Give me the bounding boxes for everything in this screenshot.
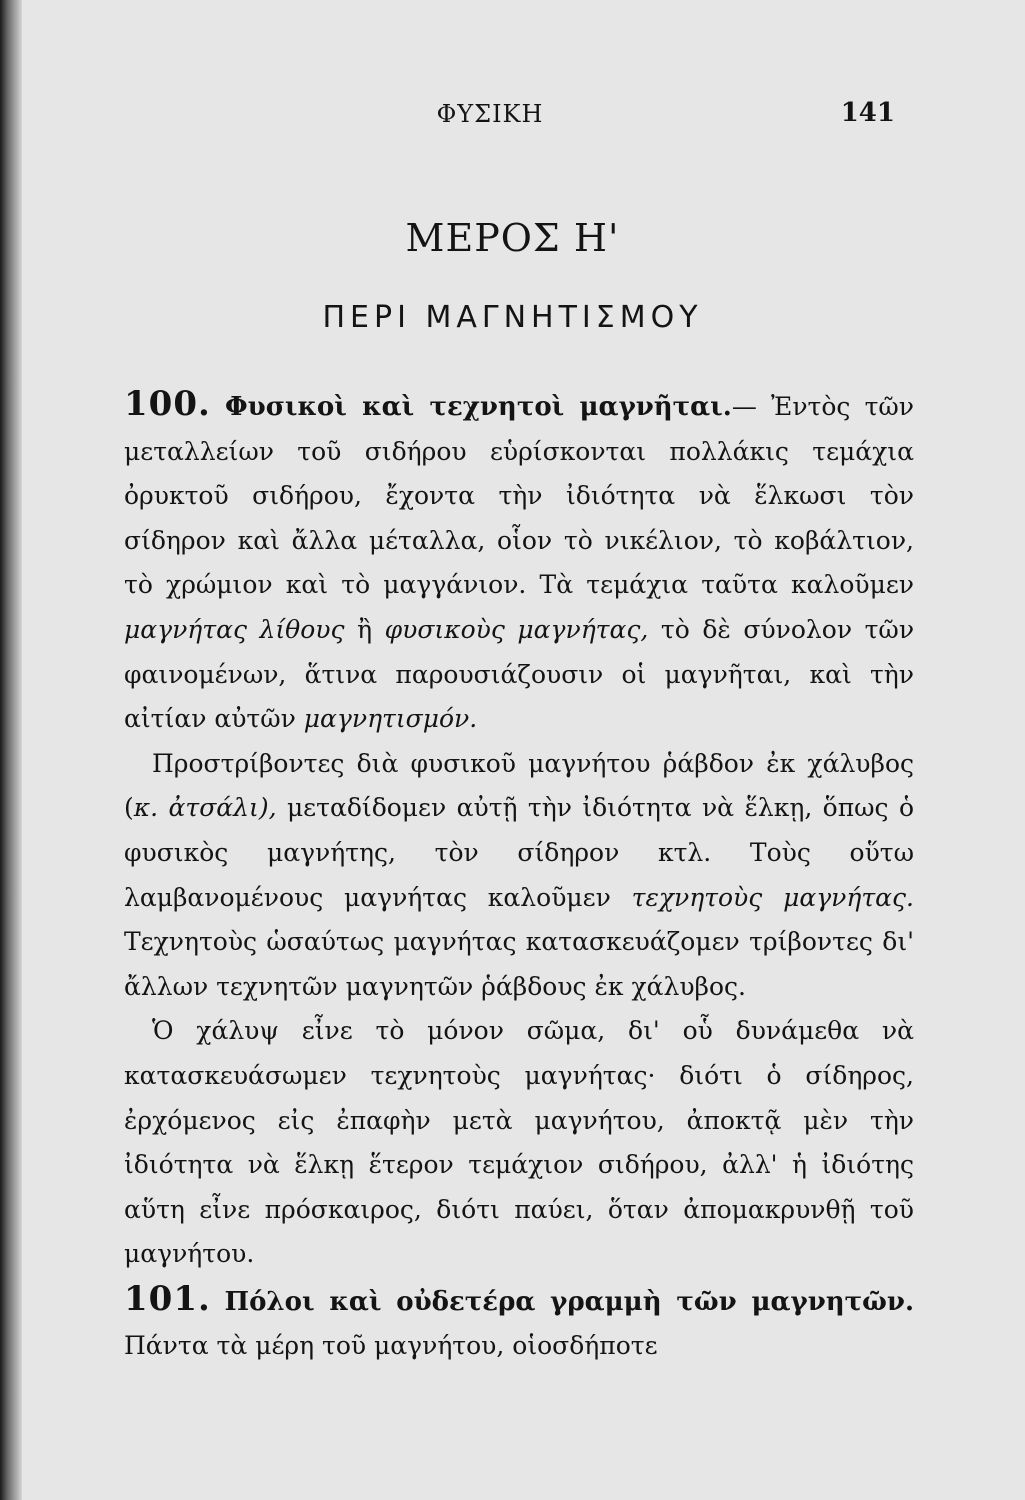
- section-101-paragraph: [124, 1277, 914, 1369]
- italic-term: τεχνητοὺς μαγνήτας.: [631, 882, 914, 912]
- paragraph-text: μεταδίδομεν αὐτῇ τὴν ἰδιότητα νὰ ἕλκῃ, ὅπως ὁ φυσικὸς μαγνήτης, τὸν σίδηρον κτλ. Τοὺς οὕτω λαμβανομένους μαγνήτας καλοῦμεν: [124, 793, 914, 912]
- italic-term: φυσικοὺς μαγνήτας,: [384, 614, 649, 644]
- italic-term: μαγνήτας λίθους: [124, 614, 345, 644]
- paragraph-text: τὸ δὲ σύνολον τῶν φαινομένων, ἅτινα παρουσιάζουσιν οἱ μαγνῆται, καὶ τὴν αἰτίαν αὐτῶν: [124, 614, 915, 734]
- section-dash: —: [731, 392, 771, 421]
- paragraph-text: Ἐντὸς τῶν μεταλλείων τοῦ σιδήρου εὑρίσκονται πολλάκις τεμάχια ὀρυκτοῦ σιδήρου, ἔχοντα τὴν ἰδιότητα νὰ ἕλκωσι τὸν σίδηρον καὶ ἄλλα μέταλλα, οἷον τὸ νικέλιον, τὸ κοβάλτιον, τὸ χρώμιον καὶ τὸ μαγγάνιον. Τὰ τεμάχια ταῦτα καλοῦμεν: [124, 392, 914, 600]
- chapter-title: ΠΕΡΙ ΜΑΓΝΗΤΙΣΜΟΥ: [322, 300, 703, 335]
- section-100-paragraph-1: [124, 382, 914, 742]
- body-text: [124, 382, 914, 1369]
- section-title: Πόλοι καὶ οὐδετέρα γραμμὴ τῶν μαγνητῶν.: [224, 1286, 914, 1317]
- section-number: 101.: [124, 1278, 211, 1319]
- italic-term: μαγνητισμόν.: [303, 704, 478, 734]
- running-title: ΦΥΣΙΚΗ: [436, 100, 544, 128]
- section-100-paragraph-3: Ὁ χάλυψ εἶνε τὸ μόνον σῶμα, δι' οὗ δυνάμεθα νὰ κατασκευάσωμεν τεχνητοὺς μαγνήτας· διότι ὁ σίδηρος, ἐρχόμενος εἰς ἐπαφὴν μετὰ μαγνήτου, ἀποκτᾷ μὲν τὴν ἰδιότητα νὰ ἕλκῃ ἕτερον τεμάχιον σιδήρου, ἀλλ' ἡ ἰδιότης αὕτη εἶνε πρόσκαιρος, διότι παύει, ὅταν ἀπομακρυνθῇ τοῦ μαγνήτου.: [124, 1016, 914, 1269]
- section-100-paragraph-2: [124, 742, 914, 1010]
- running-head: [0, 100, 1025, 140]
- paragraph-text: ἢ: [344, 614, 385, 644]
- italic-term: κ. ἀτσάλι),: [133, 793, 277, 823]
- paragraph-text: Πάντα τὰ μέρη τοῦ μαγνήτου, οἱοσδήποτε: [124, 1331, 658, 1361]
- part-title: ΜΕΡΟΣ Η': [405, 216, 620, 260]
- paragraph-text: Προστρίβοντες διὰ φυσικοῦ μαγνήτου ῥάβδον ἐκ χάλυβος (: [124, 748, 914, 823]
- section-number: 100.: [124, 384, 211, 424]
- page-number: 141: [840, 98, 895, 128]
- paragraph-text: Τεχνητοὺς ὡσαύτως μαγνήτας κατασκευάζομεν τρίβοντες δι' ἄλλων τεχνητῶν μαγνητῶν ῥάβδους ἐκ χάλυβος.: [124, 927, 914, 1001]
- section-title: Φυσικοὶ καὶ τεχνητοὶ μαγνῆται.: [225, 392, 732, 422]
